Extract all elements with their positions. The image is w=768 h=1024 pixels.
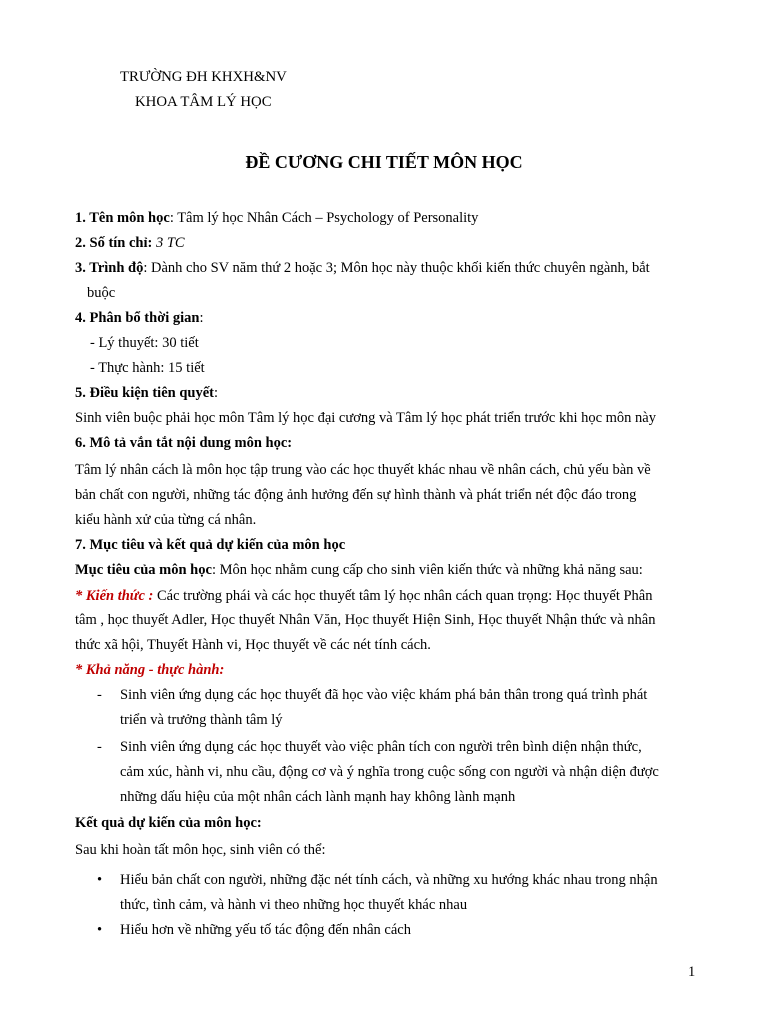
- credits-line: [75, 231, 185, 256]
- page-number: 1: [688, 963, 696, 980]
- knowledge-label: * Kiến thức :: [75, 587, 154, 604]
- school-name: TRƯỜNG ĐH KHXH&NV: [120, 68, 287, 85]
- knowledge-line: tâm , học thuyết Adler, Học thuyết Nhân Văn, Học thuyết Hiện Sinh, Học thuyết Nhận thức và nhân: [75, 611, 656, 628]
- description-line: Tâm lý nhân cách là môn học tập trung vào các học thuyết khác nhau về nhân cách, chủ yếu bàn về: [75, 461, 651, 478]
- skills-item-text: cảm xúc, hành vi, nhu cầu, động cơ và ý nghĩa trong cuộc sống con người và nhận diện được: [120, 763, 659, 780]
- skills-list-item: [97, 735, 717, 760]
- level-line-continued: buộc: [87, 284, 116, 301]
- outcome-item-text: Hiểu hơn về những yếu tố tác động đến nhân cách: [120, 921, 411, 938]
- credits-value: 3 TC: [155, 234, 185, 251]
- practice-hours: - Thực hành: 15 tiết: [90, 359, 205, 376]
- outcome-item-text: thức, tình cảm, và hành vi theo những học thuyết khác nhau: [120, 896, 468, 913]
- bullet-marker: •: [97, 871, 103, 888]
- course-name-label: 1. Tên môn học: [75, 209, 170, 226]
- outcome-item-text: Hiểu bản chất con người, những đặc nét tính cách, và những xu hướng khác nhau trong nhận: [120, 871, 658, 888]
- prerequisites-label: 5. Điều kiện tiên quyết: [75, 384, 214, 401]
- time-allocation-line: [75, 306, 204, 331]
- prerequisites-line: [75, 381, 218, 406]
- outcomes-list-item: [97, 868, 717, 893]
- skills-item-text: Sinh viên ứng dụng các học thuyết vào việc phân tích con người trên bình diện nhận thức,: [120, 738, 642, 755]
- goal-text: : Môn học nhằm cung cấp cho sinh viên kiến thức và những khả năng sau:: [211, 561, 643, 578]
- description-line: bản chất con người, những tác động ảnh hưởng đến sự hình thành và phát triển nét độc đáo trong: [75, 486, 637, 503]
- knowledge-line: thức xã hội, Thuyết Hành vi, Học thuyết về các nét tính cách.: [75, 636, 431, 653]
- skills-item-text: những dấu hiệu của một nhân cách lành mạnh hay không lành mạnh: [120, 788, 516, 805]
- bullet-marker: •: [97, 921, 103, 938]
- skills-label: * Khả năng - thực hành:: [75, 661, 225, 678]
- dash-marker: -: [97, 738, 102, 755]
- outcomes-list-item: [97, 918, 717, 943]
- time-allocation-colon: :: [199, 309, 204, 326]
- faculty-name: KHOA TÂM LÝ HỌC: [135, 93, 272, 110]
- page-title: ĐỀ CƯƠNG CHI TIẾT MÔN HỌC: [245, 152, 523, 172]
- course-name-line: [75, 206, 478, 231]
- knowledge-line: [75, 584, 653, 609]
- credits-label: 2. Số tín chỉ:: [75, 234, 153, 251]
- skills-item-text: triển và trưởng thành tâm lý: [120, 711, 283, 728]
- objectives-heading: 7. Mục tiêu và kết quả dự kiến của môn học: [75, 536, 346, 553]
- time-allocation-label: 4. Phân bổ thời gian: [75, 309, 200, 326]
- goal-label: Mục tiêu của môn học: [75, 561, 212, 578]
- goal-line: [75, 558, 643, 583]
- skills-list-item: [97, 683, 717, 708]
- description-line: kiểu hành xử của từng cá nhân.: [75, 511, 257, 528]
- level-text: : Dành cho SV năm thứ 2 hoặc 3; Môn học này thuộc khối kiến thức chuyên ngành, bắt: [143, 259, 650, 276]
- outcomes-heading: Kết quả dự kiến của môn học:: [75, 814, 262, 831]
- outcomes-intro: Sau khi hoàn tất môn học, sinh viên có thể:: [75, 841, 326, 858]
- level-label: 3. Trình độ: [75, 259, 144, 276]
- description-heading: 6. Mô tả vắn tắt nội dung môn học:: [75, 434, 293, 451]
- knowledge-text: Các trường phái và các học thuyết tâm lý học nhân cách quan trọng: Học thuyết Phân: [157, 587, 653, 604]
- prerequisites-text: Sinh viên buộc phải học môn Tâm lý học đại cương và Tâm lý học phát triển trước khi học môn này: [75, 409, 656, 426]
- level-line: [75, 256, 650, 281]
- theory-hours: - Lý thuyết: 30 tiết: [90, 334, 199, 351]
- dash-marker: -: [97, 686, 102, 703]
- prerequisites-colon: :: [213, 384, 218, 401]
- skills-item-text: Sinh viên ứng dụng các học thuyết đã học vào việc khám phá bản thân trong quá trình phát: [120, 686, 648, 703]
- course-name-value: : Tâm lý học Nhân Cách – Psychology of Personality: [169, 209, 479, 226]
